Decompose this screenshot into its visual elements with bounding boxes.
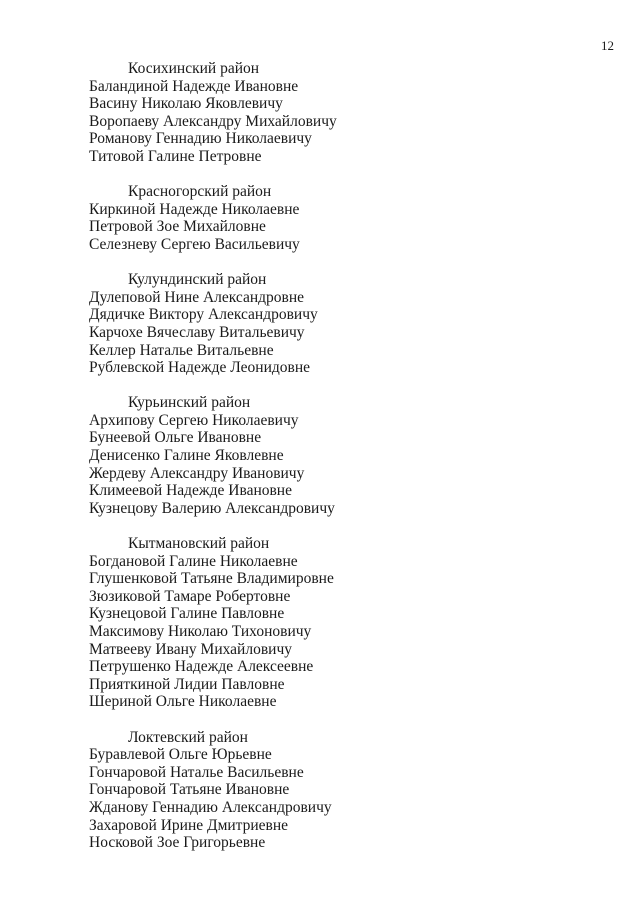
person-name: Захаровой Ирине Дмитриевне xyxy=(89,816,289,834)
person-name: Васину Николаю Яковлевичу xyxy=(89,95,283,113)
district-title: Косихинский район xyxy=(128,60,260,77)
person-name: Денисенко Галине Яковлевне xyxy=(89,447,284,465)
person-name: Зюзиковой Тамаре Робертовне xyxy=(89,587,291,605)
person-name: Гончаровой Татьяне Ивановне xyxy=(89,781,290,799)
person-name: Титовой Галине Петровне xyxy=(89,147,262,165)
person-name: Климеевой Надежде Ивановне xyxy=(89,482,292,500)
person-name: Жердеву Александру Ивановичу xyxy=(89,464,305,482)
name-list xyxy=(89,78,609,166)
person-name: Богдановой Галине Николаевне xyxy=(89,552,298,570)
district-section xyxy=(89,535,609,711)
person-name: Романову Геннадию Николаевичу xyxy=(89,130,312,148)
person-name: Рублевской Надежде Леонидовне xyxy=(89,359,310,377)
district-section xyxy=(89,394,609,517)
district-section xyxy=(89,729,609,852)
name-list xyxy=(89,201,609,254)
person-name: Карчохе Вячеславу Витальевичу xyxy=(89,323,305,341)
name-list xyxy=(89,289,609,377)
person-name: Селезневу Сергею Васильевичу xyxy=(89,235,300,253)
person-name: Кузнецову Валерию Александровичу xyxy=(89,499,335,517)
district-title: Локтевский район xyxy=(128,728,248,746)
person-name: Киркиной Надежде Николаевне xyxy=(89,200,300,218)
name-list xyxy=(89,553,609,711)
person-name: Носковой Зое Григорьевне xyxy=(89,834,266,852)
district-title: Кулундинский район xyxy=(128,271,267,289)
person-name: Дулеповой Нине Александровне xyxy=(89,288,305,306)
name-list xyxy=(89,412,609,518)
page-number: 12 xyxy=(601,38,614,53)
district-title: Кытмановский район xyxy=(128,535,270,553)
district-section xyxy=(89,183,609,253)
district-title: Курьинский район xyxy=(128,394,251,412)
person-name: Кузнецовой Галине Павловне xyxy=(89,605,285,623)
person-name: Баландиной Надежде Ивановне xyxy=(89,77,299,95)
person-name: Матвееву Ивану Михайловичу xyxy=(89,640,292,658)
person-name: Прияткиной Лидии Павловне xyxy=(89,675,285,693)
person-name: Петрушенко Надежде Алексеевне xyxy=(89,658,314,676)
person-name: Глушенковой Татьяне Владимировне xyxy=(89,570,334,588)
person-name: Келлер Наталье Витальевне xyxy=(89,341,274,359)
document-body xyxy=(89,60,609,869)
person-name: Максимову Николаю Тихоновичу xyxy=(89,623,312,640)
person-name: Жданову Геннадию Александровичу xyxy=(89,798,332,816)
district-section xyxy=(89,271,609,377)
district-title: Красногорский район xyxy=(128,183,272,201)
person-name: Бунеевой Ольге Ивановне xyxy=(89,429,262,447)
district-section xyxy=(89,60,609,166)
person-name: Дядичке Виктору Александровичу xyxy=(89,306,318,324)
person-name: Архипову Сергею Николаевичу xyxy=(89,411,299,429)
person-name: Гончаровой Наталье Васильевне xyxy=(89,763,304,781)
person-name: Шериной Ольге Николаевне xyxy=(89,693,277,711)
person-name: Буравлевой Ольге Юрьевне xyxy=(89,746,272,764)
person-name: Воропаеву Александру Михайловичу xyxy=(89,112,337,130)
person-name: Петровой Зое Михайловне xyxy=(89,218,266,236)
name-list xyxy=(89,746,609,852)
